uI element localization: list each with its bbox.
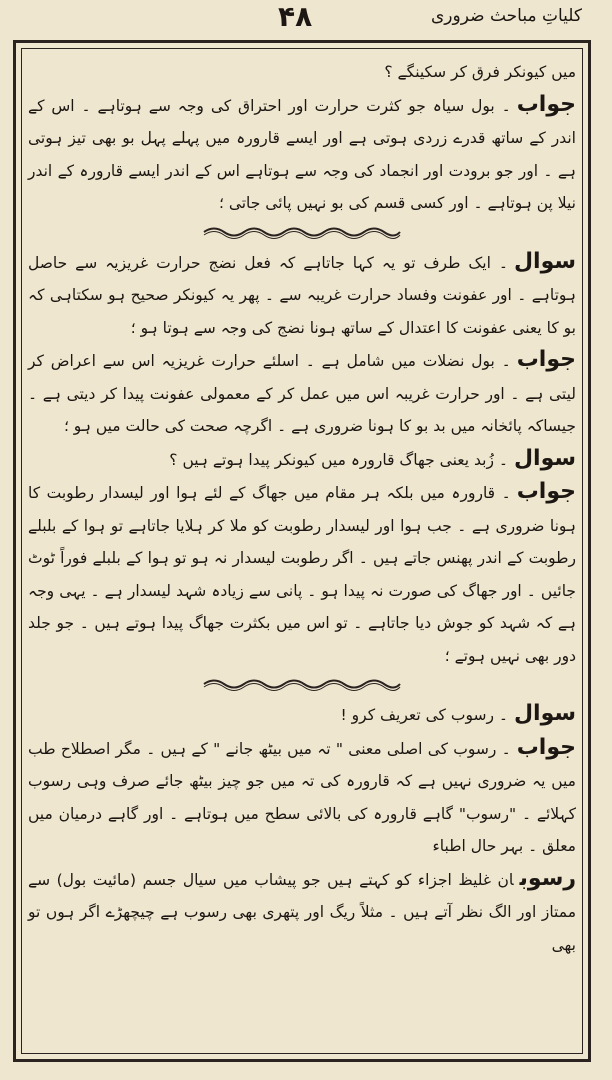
running-title: کلیاتِ مباحث ضروری (431, 6, 582, 26)
paragraph-answer-1 (28, 89, 576, 220)
paragraph-text: ۔ بول سیاہ جو کثرت حرارت اور احتراق کی وجہ سے ہوتاہے ۔ اس کے اندر کے ساتھ قدرے زردی ہوتی ہے اور ایسے قارورہ میں پہلے پہل بو بھی تیز ہوتی ہے ۔ اور جو برودت اور انجماد کی وجہ سے ہوتاہے اس کے اندر ایسے قارورہ کے اندر نیلا پن ہوتاہے ۔ اور کسی قسم کی بو نہیں پائی جاتی ؛ (28, 96, 576, 212)
paragraph-question-2 (28, 246, 576, 345)
page-number: ۴۸ (278, 0, 313, 33)
question-label: سوال (513, 248, 576, 274)
paragraph-question-4 (28, 698, 576, 732)
paragraph-text: میں کیونکر فرق کر سکینگے ؟ (384, 63, 576, 81)
paragraph-text: ۔ رسوب کی تعریف کرو ! (340, 706, 508, 724)
answer-label: جواب (516, 91, 576, 117)
paragraph-text: ۔ بول نضلات میں شامل ہے ۔ اسلئے حرارت غریزیہ اس سے اعراض کر لیتی ہے ۔ اور حرارت غریبہ اس میں عمل کر کے معمولی عفونت پیدا کر دیتی ہے ۔ جیساکہ پائخانہ میں بد بو کا ہونا ضروری ہے ۔ اگرچہ صحت کی حالت میں ہو ؛ (28, 352, 576, 435)
paragraph-text: ۔ ایک طرف تو یہ کہا جاتاہے کہ فعل نضج حرارت غریزیہ سے حاصل ہوتاہے ۔ اور عفونت وفساد حرارت غریبہ سے ۔ پھر یہ کیونکر صحیح ہو سکتاہی کہ بو کا یعنی عفونت کا اعتدال کے ساتھ ہونا نضج کی وجہ سے ہوتا ہو ؛ (28, 253, 576, 337)
section-divider (28, 674, 576, 694)
paragraph-question-continued (28, 56, 576, 89)
page-body (28, 56, 576, 1056)
question-label: سوال (513, 701, 576, 726)
answer-label: جواب (516, 734, 576, 760)
paragraph-answer-2 (28, 344, 576, 443)
page-header (0, 0, 612, 38)
paragraph-text: ۔ قارورہ میں بلکہ ہر مقام میں جھاگ کے لئے ہوا اور لیسدار رطوبت کا ہونا ضروری ہے ۔ جب ہوا اور لیسدار رطوبت کو ملا کر ہلایا جاتاہے تو ہوا کے بلبلے رطوبت کے اندر پھنس جاتے ہیں ۔ اگر رطوبت لیسدار نہ ہو تو ہوا کے بلبلے فوراً ٹوٹ جائیں ۔ اور جھاگ کی صورت نہ پیدا ہو ۔ پانی سے زیادہ شہد لیسدار ہے ۔ یہی وجہ ہے کہ شہد کو جوش دیا جاتاہے ۔ تو اس میں بکثرت جھاگ پیدا ہوتے ہیں ۔ جو جلد دور بھی نہیں ہوتے ؛ (28, 484, 576, 665)
paragraph-definition (28, 863, 576, 962)
answer-label: جواب (516, 347, 576, 372)
paragraph-text: ان غلیظ اجزاء کو کہتے ہیں جو پیشاب میں سیال جسم (مائیت بول) سے ممتاز اور الگ نظر آتے ہیں ۔ مثلاً ریگ اور پتھری بھی رسوب ہے چیچھڑے اگر ہوں تو بھی (28, 870, 576, 954)
question-label: سوال (513, 445, 576, 471)
ornament-divider-icon (202, 675, 402, 693)
ornament-divider-icon (202, 223, 402, 241)
section-divider (28, 222, 576, 242)
paragraph-answer-3 (28, 476, 576, 672)
paragraph-text: ۔ رسوب کی اصلی معنی " تہ میں بیٹھ جانے " کے ہیں ۔ مگر اصطلاح طب میں یہ ضروری نہیں ہے کہ قارورہ کی تہ میں جو چیز بیٹھ جائے صرف وہی رسوب کہلائے ۔ "رسوب" گاہے قارورہ کی بالائی سطح میں ہوتاہے ۔ اور گاہے درمیان میں معلق ۔ بہر حال اطباء (28, 739, 576, 855)
answer-label: جواب (516, 479, 576, 504)
paragraph-question-3 (28, 443, 576, 477)
paragraph-text: ۔ زُبد یعنی جھاگ قارورہ میں کیونکر پیدا ہوتے ہیں ؟ (169, 450, 508, 469)
paragraph-answer-4 (28, 732, 576, 863)
term-label: رسوب (519, 865, 576, 891)
